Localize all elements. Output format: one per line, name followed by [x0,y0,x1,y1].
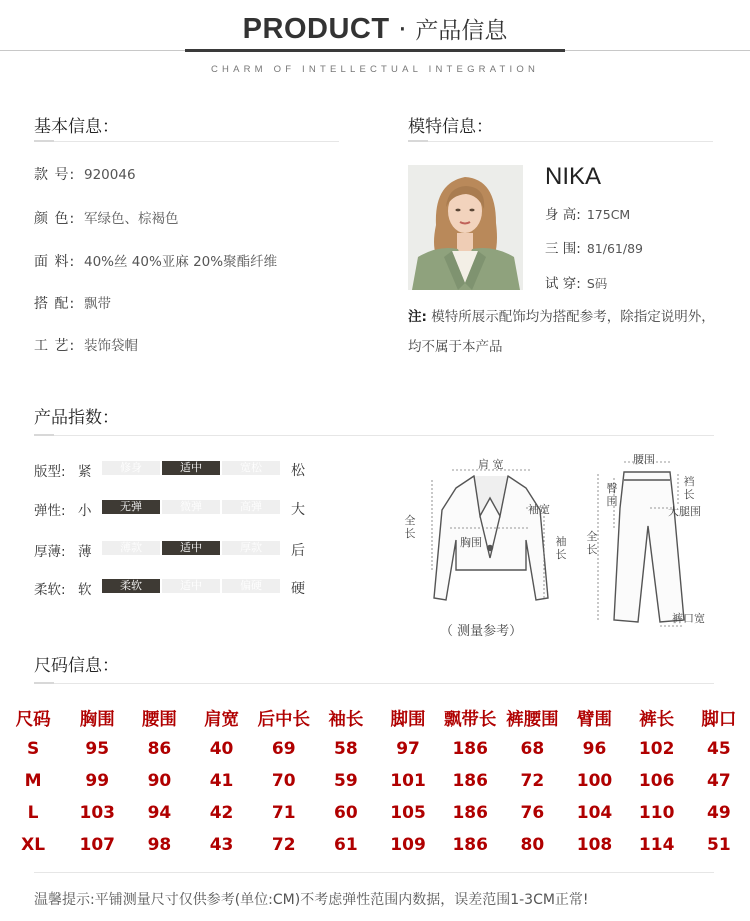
info-row-fabric [34,250,277,271]
diagram-label-sleeve-length: 袖长 [555,535,567,561]
diagram-label-jacket-length: 全长 [404,514,416,540]
table-cell: 90 [147,771,172,791]
table-cell: 61 [334,835,358,855]
basic-info-rule [34,141,339,142]
index-low-thickness: 薄 [78,544,92,560]
table-cell: 102 [638,739,675,759]
info-row-craft [34,334,138,355]
info-label: 搭 配: [34,296,76,312]
table-cell: 43 [209,835,234,855]
model-name: NIKA [545,163,602,190]
pants-outline [614,472,684,622]
diagram-label-chest: 胸围 [460,536,482,549]
basic-info-title: 基本信息： [34,117,119,137]
table-cell: 186 [452,803,488,823]
table-cell: 100 [576,771,613,791]
note-label: 注: [408,309,427,325]
table-cell: 69 [271,739,296,759]
model-info-rule [408,141,713,142]
table-cell: 105 [390,803,426,823]
diagram-label-rise: 裆长 [683,475,695,501]
size-info-rule [34,683,714,684]
info-label: 颜 色: [34,211,76,227]
note-text: 模特所展示配饰均为搭配参考，除指定说明外，均不属于本产品 [408,309,715,355]
product-index-title: 产品指数： [34,408,119,428]
column-header: 胸围 [79,709,115,730]
table-cell: 59 [334,771,358,791]
info-row-match [34,292,111,313]
index-option: 厚款 [222,541,280,555]
diagram-label-sleeve-width: 袖宽 [528,503,550,516]
title-separator: · [398,14,407,45]
table-cell: S [26,739,40,759]
table-cell: 95 [85,739,110,759]
info-row-style-no [34,164,136,184]
index-option: 微弹 [162,500,220,514]
product-index-rule [34,435,714,436]
info-value: 飘带 [84,296,111,312]
table-cell: 49 [707,803,731,823]
table-cell: 103 [79,803,115,823]
table-cell: 72 [520,771,545,791]
index-low-softness: 软 [78,582,92,598]
table-cell: 104 [576,803,613,823]
title-en: PRODUCT [242,13,390,45]
table-row [0,733,750,765]
info-label: 款 号: [34,167,76,183]
model-row-height [545,203,630,223]
model-value: 81/61/89 [586,241,643,256]
table-cell: 97 [396,739,420,759]
diagram-label-pants-length: 全长 [586,530,598,556]
index-option: 修身 [102,461,160,475]
size-info-rule-accent [34,682,54,684]
basic-info-rule-accent [34,140,54,142]
diagram-label-waist: 腰围 [633,453,655,466]
index-option-selected: 适中 [162,541,220,555]
index-option: 高弹 [222,500,280,514]
model-note [408,302,718,362]
column-header: 尺码 [15,709,51,730]
column-header: 脚围 [390,709,426,730]
table-cell: 71 [271,803,296,823]
model-row-size [545,272,607,292]
table-cell: 47 [707,771,731,791]
table-cell: 186 [452,835,488,855]
size-table-bottom-rule [34,872,714,873]
column-header: 臂围 [577,709,612,730]
table-cell: 45 [707,739,731,759]
index-low-fit: 紧 [78,464,92,480]
column-header: 脚口 [701,709,737,730]
index-label-fit: 版型: [34,464,66,480]
size-table [0,703,750,861]
index-label-elasticity: 弹性: [34,503,66,519]
index-label-softness: 柔软: [34,582,66,598]
size-info-title: 尺码信息： [34,656,119,676]
page-title [0,12,750,46]
table-cell: 41 [209,771,234,791]
table-cell: 107 [79,835,115,855]
table-cell: 99 [85,771,110,791]
table-cell: 51 [707,835,731,855]
diagram-label-hip: 臀围 [606,482,618,508]
table-cell: 80 [520,835,545,855]
table-cell: M [24,771,42,791]
model-label: 三 围: [545,241,581,257]
info-value: 920046 [84,167,136,183]
index-high-thickness: 后 [291,543,305,559]
table-row [0,797,750,829]
table-cell: 86 [147,739,172,759]
table-cell: 70 [271,771,296,791]
diagram-label-shoulder: 肩 宽 [478,458,504,471]
info-value: 40%丝 40%亚麻 20%聚酯纤维 [84,254,278,270]
model-photo [408,165,523,290]
column-header: 裤长 [639,709,675,730]
table-cell: 108 [576,835,613,855]
column-header: 腰围 [141,709,177,730]
index-low-elasticity: 小 [78,503,92,519]
diagram-label-thigh: 大腿围 [668,505,701,518]
table-cell: 96 [582,739,607,759]
table-cell: 94 [147,803,172,823]
index-option: 薄款 [102,541,160,555]
table-cell: 58 [334,739,358,759]
table-cell: 98 [147,835,172,855]
index-high-fit: 松 [291,463,305,479]
diagram-caption: （ 测量参考） [440,624,523,639]
index-option: 偏硬 [222,579,280,593]
table-cell: 186 [452,771,488,791]
column-header: 裤腰围 [506,709,559,730]
table-cell: 106 [638,771,675,791]
index-option-selected: 适中 [162,461,220,475]
model-info-rule-accent [408,140,428,142]
model-label: 身 高: [545,207,581,223]
table-cell: 40 [209,739,234,759]
index-option-selected: 柔软 [102,579,160,593]
model-value: S码 [586,276,608,291]
table-cell: 110 [638,803,675,823]
index-option: 适中 [162,579,220,593]
column-header: 肩宽 [204,709,240,730]
table-row [0,829,750,861]
size-note: 温馨提示:平铺测量尺寸仅供参考(单位:CM)不考虑弹性范围内数据，误差范围1-3CM正常! [34,892,589,908]
product-index-rule-accent [34,434,54,436]
model-info-title: 模特信息： [408,117,493,137]
index-high-softness: 硬 [291,581,305,597]
title-cn: 产品信息 [415,18,508,44]
table-cell: 68 [520,739,545,759]
model-label: 试 穿: [545,276,581,292]
page-subtitle: CHARM OF INTELLECTUAL INTEGRATION [210,64,540,75]
model-value: 175CM [586,207,631,222]
table-cell: 101 [390,771,426,791]
index-label-thickness: 厚薄: [34,544,66,560]
table-cell: 114 [638,835,675,855]
column-header: 后中长 [257,709,310,730]
table-cell: 42 [209,803,234,823]
column-header: 袖长 [328,709,364,730]
info-row-color [34,207,179,228]
table-cell: 72 [271,835,296,855]
table-cell: L [27,803,39,823]
table-cell: 186 [452,739,488,759]
info-value: 装饰袋帽 [84,338,138,354]
table-cell: 60 [334,803,358,823]
header-accent-bar [185,49,565,52]
index-option-selected: 无弹 [102,500,160,514]
table-cell: XL [21,835,46,855]
column-header: 飘带长 [443,709,497,730]
model-row-measurements [545,237,643,257]
table-cell: 76 [520,803,545,823]
diagram-label-hem: 裤口宽 [672,612,705,625]
table-cell: 109 [390,835,426,855]
index-high-elasticity: 大 [291,502,305,518]
index-option: 宽松 [222,461,280,475]
info-value: 军绿色、棕褐色 [84,211,179,227]
info-label: 面 料: [34,254,76,270]
size-table-header [0,703,750,733]
table-row [0,765,750,797]
info-label: 工 艺: [34,338,76,354]
